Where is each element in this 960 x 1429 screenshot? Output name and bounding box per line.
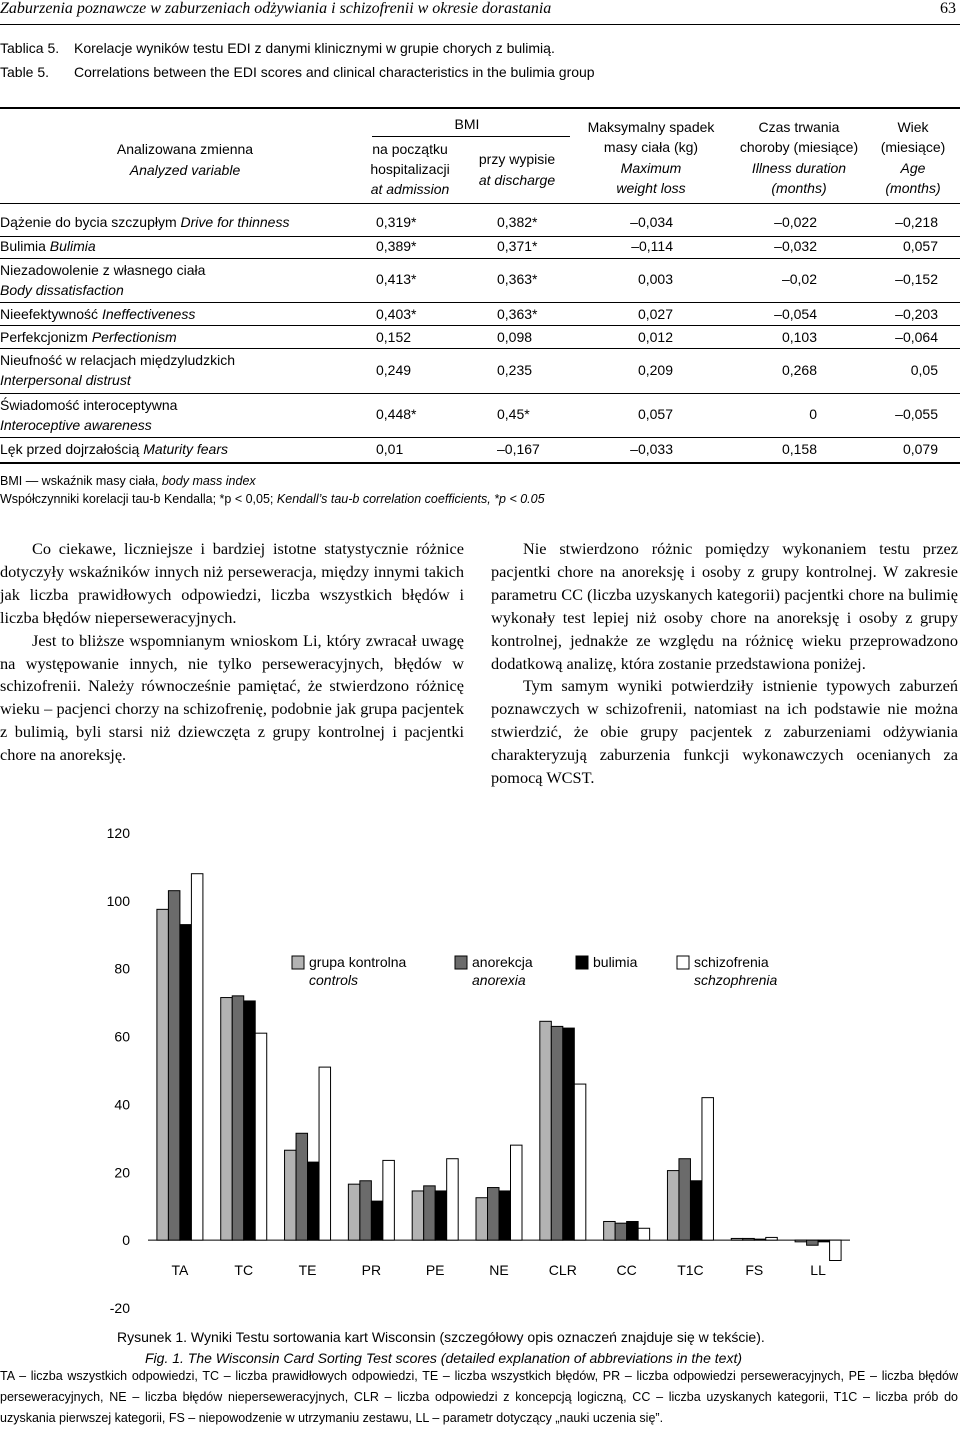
row-rule <box>0 302 960 303</box>
bar <box>244 1001 256 1240</box>
table-top-rule <box>0 107 960 109</box>
table-cell: 0,268 <box>781 362 817 378</box>
x-tick-label: LL <box>810 1262 826 1278</box>
y-tick-label: 80 <box>114 960 130 977</box>
table-caption-pl-label: Tablica 5. <box>0 40 60 56</box>
table-row-label-en: Interpersonal distrust <box>0 372 131 388</box>
table-cell: 0,45* <box>497 406 530 422</box>
table-caption-en-label: Table 5. <box>0 64 50 80</box>
bar <box>807 1240 819 1245</box>
legend-label-en: schzophrenia <box>694 972 778 988</box>
bar <box>180 925 192 1241</box>
table-bottom-rule <box>0 462 960 464</box>
header-admission-pl-2: hospitalizacji <box>370 161 450 177</box>
table-cell: 0,079 <box>902 441 938 457</box>
header-discharge-en: at discharge <box>478 172 556 188</box>
bar <box>563 1028 575 1240</box>
table-row-label-en: Body dissatisfaction <box>0 282 124 298</box>
x-tick-label: FS <box>745 1262 764 1278</box>
bar <box>511 1145 523 1240</box>
table-cell: 0,158 <box>781 441 817 457</box>
bar <box>679 1159 691 1240</box>
header-variable-pl: Analizowana zmienna <box>116 141 254 157</box>
table-caption-en-text: Correlations between the EDI scores and clinical characteristics in the bulimia group <box>74 64 595 80</box>
table-cell: 0,209 <box>637 362 673 378</box>
header-duration-pl-1: Czas trwania <box>758 119 840 135</box>
table-cell: –0,203 <box>895 306 938 322</box>
x-tick-label: TC <box>234 1262 254 1278</box>
legend-label: grupa kontrolna <box>309 954 407 970</box>
left-text-column <box>0 538 464 767</box>
table-cell: 0,363* <box>497 271 538 287</box>
header-duration-en-1: Illness duration <box>751 160 847 176</box>
paragraph: Jest to bliższe wspomnianym wnioskom Li, który zwracał uwagę na występowanie innych, nie tylko perseweracyjnych, błędów w schizofrenii. Należy równocześnie pamiętać, że stwierdzono różnicę wieku – pacjenci chorzy na schizofrenię, podobnie jak grupa pacjentek z bulimią, byli starsi niż dziewczęta z grupy kontrolnej i pacjentki chore na anoreksję. <box>0 630 464 765</box>
table-row-label-pl: Niezadowolenie z własnego ciała <box>0 262 206 278</box>
bar <box>360 1181 372 1240</box>
bar <box>157 909 169 1240</box>
table-cell: –0,034 <box>630 214 673 230</box>
x-tick-label: CLR <box>548 1262 577 1278</box>
legend-swatch <box>455 956 467 969</box>
figure-caption-pl: Rysunek 1. Wyniki Testu sortowania kart Wisconsin (szczegółowy opis oznaczeń znajduje się w tekście). <box>117 1329 765 1345</box>
bar <box>574 1084 586 1240</box>
table-caption-pl-text: Korelacje wyników testu EDI z danymi klinicznymi w grupie chorych z bulimią. <box>74 40 555 56</box>
legend-swatch <box>677 956 689 969</box>
table-row-label: Perfekcjonizm Perfectionism <box>0 329 177 345</box>
header-rule <box>0 24 960 25</box>
table-note-correlation: Współczynniki korelacji tau-b Kendalla; *p < 0,05; Kendall’s tau-b correlation coefficients, *p < 0.05 <box>0 492 545 506</box>
header-admission-pl-1: na początku <box>372 141 448 157</box>
bar <box>383 1160 395 1240</box>
bar <box>702 1098 714 1241</box>
row-rule <box>0 437 960 438</box>
bar <box>319 1067 331 1240</box>
bar <box>795 1240 807 1242</box>
bar <box>818 1240 830 1242</box>
table-cell: –0,114 <box>631 238 673 254</box>
y-tick-label: 0 <box>122 1232 130 1249</box>
header-age-en-2: (months) <box>885 180 941 196</box>
bar <box>412 1191 424 1240</box>
legend-label-en: controls <box>309 972 359 988</box>
table-cell: 0,403* <box>376 306 417 322</box>
bar <box>191 874 203 1240</box>
bar <box>435 1191 447 1240</box>
legend-swatch <box>576 956 588 969</box>
header-duration-en-2: (months) <box>771 180 827 196</box>
table-cell: 0,012 <box>637 329 673 345</box>
bar <box>424 1186 436 1240</box>
table-cell: 0,01 <box>376 441 404 457</box>
legend-label-en: anorexia <box>472 972 526 988</box>
table-row-label: Lęk przed dojrzałością Maturity fears <box>0 441 228 457</box>
table-cell: –0,218 <box>895 214 938 230</box>
row-rule <box>0 393 960 394</box>
y-tick-label: 120 <box>106 825 130 841</box>
table-caption-en <box>0 64 595 80</box>
table-cell: 0,319* <box>376 214 417 230</box>
table-cell: 0,098 <box>497 329 533 345</box>
table-cell: 0,389* <box>376 238 417 254</box>
bar <box>551 1026 563 1240</box>
bar <box>615 1223 627 1240</box>
row-rule <box>0 348 960 349</box>
header-weight-pl-1: Maksymalny spadek <box>587 119 715 135</box>
bar <box>627 1221 639 1240</box>
bar <box>168 891 180 1240</box>
table-cell: 0,05 <box>910 362 938 378</box>
row-rule <box>0 325 960 326</box>
table-cell: 0,363* <box>497 306 538 322</box>
y-tick-label: 100 <box>106 892 130 909</box>
bar <box>743 1238 755 1240</box>
table-cell: 0,448* <box>376 406 417 422</box>
bar <box>348 1184 360 1240</box>
wcst-bar-chart <box>0 820 960 1320</box>
bar <box>488 1188 500 1241</box>
x-tick-label: CC <box>616 1262 637 1278</box>
header-weight-pl-2: masy ciała (kg) <box>603 139 699 155</box>
legend-swatch <box>292 956 304 969</box>
bar <box>255 1033 267 1240</box>
table-cell: 0,152 <box>376 329 412 345</box>
table-cell: –0,022 <box>774 214 817 230</box>
y-tick-label: -20 <box>109 1300 130 1316</box>
legend-label: bulimia <box>593 954 638 970</box>
header-admission-en: at admission <box>370 181 450 197</box>
table-cell: 0,057 <box>902 238 938 254</box>
bar <box>371 1201 383 1240</box>
table-cell: –0,02 <box>781 271 817 287</box>
bar <box>754 1239 766 1240</box>
table-cell: 0,057 <box>637 406 673 422</box>
table-cell: –0,167 <box>497 441 540 457</box>
header-age-pl-1: Wiek <box>897 119 929 135</box>
table-cell: –0,032 <box>774 238 817 254</box>
y-tick-label: 60 <box>114 1028 130 1045</box>
header-bottom-rule <box>0 203 960 204</box>
table-cell: 0 <box>809 406 817 422</box>
table-cell: –0,064 <box>895 329 938 345</box>
table-cell: 0,103 <box>781 329 817 345</box>
x-tick-label: NE <box>489 1262 509 1278</box>
bar <box>690 1181 702 1240</box>
x-tick-label: PE <box>425 1262 445 1278</box>
legend-label: schizofrenia <box>694 954 769 970</box>
paragraph: Co ciekawe, liczniejsze i bardziej istotne statystycznie różnice dotyczyły wskaźników innych niż perseweracja, między innymi takich jak liczba prawidłowych odpowiedzi, liczba wszystkich błędów i liczba błędów nieperseweracyjnych. <box>0 539 464 627</box>
table-caption-pl <box>0 40 555 56</box>
table-cell: –0,033 <box>630 441 673 457</box>
x-tick-label: TE <box>298 1262 317 1278</box>
bar <box>285 1150 297 1240</box>
header-age-pl-2: (miesiące) <box>880 139 946 155</box>
bar <box>447 1159 459 1240</box>
table-row-label: Dążenie do bycia szczupłym Drive for thinness <box>0 214 290 230</box>
bar <box>540 1021 552 1240</box>
bar <box>830 1240 842 1260</box>
x-tick-label: T1C <box>677 1262 704 1278</box>
table-cell: 0,235 <box>497 362 533 378</box>
table-row-label-pl: Świadomość interoceptywna <box>0 397 178 413</box>
bar <box>766 1237 778 1240</box>
table-note-bmi: BMI — wskaźnik masy ciała, body mass index <box>0 474 256 488</box>
table-cell: 0,027 <box>637 306 673 322</box>
running-head <box>0 0 960 20</box>
bar <box>638 1228 650 1240</box>
table-cell: 0,371* <box>497 238 538 254</box>
table-row-label: Nieefektywność Ineffectiveness <box>0 306 196 322</box>
table-cell: –0,054 <box>774 306 817 322</box>
paragraph: Nie stwierdzono różnic pomiędzy wykonaniem testu przez pacjentki chore na anoreksję i osoby z grupy kontrolnej. W zakresie parametru CC (liczba uzyskanych kategorii) pacjentki chore na bulimię wykonały test lepiej niż osoby chore na anoreksję i osoby z grupy kontrolnej, jednakże ze względu na różnicę wieku przeprowadzono dodatkową analizę, która zostanie przedstawiona poniżej. <box>491 539 958 673</box>
row-rule <box>0 258 960 259</box>
table-cell: 0,413* <box>376 271 417 287</box>
bar <box>476 1198 488 1240</box>
running-head-title: Zaburzenia poznawcze w zaburzeniach odżywiania i schizofrenii w okresie dorastania <box>0 0 552 17</box>
header-variable-en: Analyzed variable <box>129 162 241 178</box>
table-row-label: Bulimia Bulimia <box>0 238 96 254</box>
paragraph: Tym samym wyniki potwierdziły istnienie typowych zaburzeń poznawczych w schizofrenii, natomiast na ich podstawie nie można stwierdzić, że obie grupy pacjentek z zaburzeniami odżywiania charakteryzują zaburzenia funkcji wykonawczych ocenianych za pomocą WCST. <box>491 676 958 788</box>
bar <box>232 996 244 1240</box>
header-weight-en-1: Maximum <box>620 160 682 176</box>
bar <box>296 1133 308 1240</box>
x-tick-label: PR <box>361 1262 382 1278</box>
bmi-rule <box>372 136 570 137</box>
figure-explanation: TA – liczba wszystkich odpowiedzi, TC – liczba prawidłowych odpowiedzi, TE – liczba wszystkich błędów, PR – liczba odpowiedzi perseweracyjnych, PE – liczba błędów perseweracyjnych, NE – liczba błędów nieperseweracyjnych, CLR – liczba odpowiedzi z koncepcją logiczną, CC – liczba uzyskanych kategorii, T1C – liczba prób do uzyskania pierwszej kategorii, FS – niepowodzenie w utrzymaniu zestawu, LL – parametr dotyczący „nauki uczenia się”. <box>0 1369 958 1425</box>
table-row-label-pl: Nieufność w relacjach międzyludzkich <box>0 352 235 368</box>
bar <box>221 998 233 1241</box>
bar <box>604 1221 616 1240</box>
y-tick-label: 40 <box>114 1096 130 1113</box>
legend-label: anorekcja <box>472 954 533 970</box>
header-weight-en-2: weight loss <box>616 180 686 196</box>
header-age-en-1: Age <box>900 160 926 176</box>
figure-caption-en: Fig. 1. The Wisconsin Card Sorting Test scores (detailed explanation of abbreviations in the text) <box>145 1350 742 1366</box>
table-cell: 0,249 <box>376 362 412 378</box>
header-bmi: BMI <box>454 116 480 132</box>
bar <box>731 1238 743 1240</box>
page-number: 63 <box>940 0 956 17</box>
bar <box>308 1162 320 1240</box>
bar <box>499 1191 511 1240</box>
y-tick-label: 20 <box>114 1164 130 1181</box>
table-cell: 0,382* <box>497 214 538 230</box>
header-discharge-pl: przy wypisie <box>478 151 556 167</box>
table-cell: 0,003 <box>637 271 673 287</box>
x-tick-label: TA <box>171 1262 189 1278</box>
table-row-label-en: Interoceptive awareness <box>0 417 152 433</box>
bar <box>667 1171 679 1241</box>
table-cell: –0,152 <box>895 271 938 287</box>
table-cell: –0,055 <box>895 406 938 422</box>
header-duration-pl-2: choroby (miesiące) <box>739 139 859 155</box>
right-text-column <box>491 538 958 790</box>
